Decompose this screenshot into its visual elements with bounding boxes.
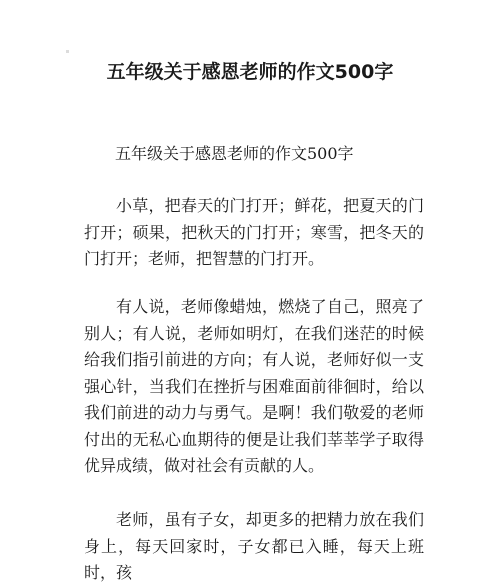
document-subtitle: 五年级关于感恩老师的作文500字 — [115, 144, 354, 163]
paragraph-1: 小草，把春天的门打开；鲜花，把夏天的门打开；硕果，把秋天的门打开；寒雪，把冬天的门打开；老师，把智慧的门打开。 — [84, 196, 424, 268]
paragraph-3: 老师，虽有子女，却更多的把精力放在我们身上，每天回家时，子女都已入睡，每天上班时，孩 — [84, 510, 424, 582]
paragraph-2: 有人说，老师像蜡烛，燃烧了自己，照亮了别人；有人说，老师如明灯，在我们迷茫的时候给我们指引前进的方向；有人说，老师好似一支强心针，当我们在挫折与困难面前徘徊时，给以我们前进的动力与勇气。是啊！我们敬爱的老师付出的无私心血期待的便是让我们莘莘学子取得优异成绩，做对社会有贡献的人。 — [84, 297, 424, 475]
page-mark — [66, 50, 69, 53]
document-title: 五年级关于感恩老师的作文500字 — [106, 61, 394, 83]
